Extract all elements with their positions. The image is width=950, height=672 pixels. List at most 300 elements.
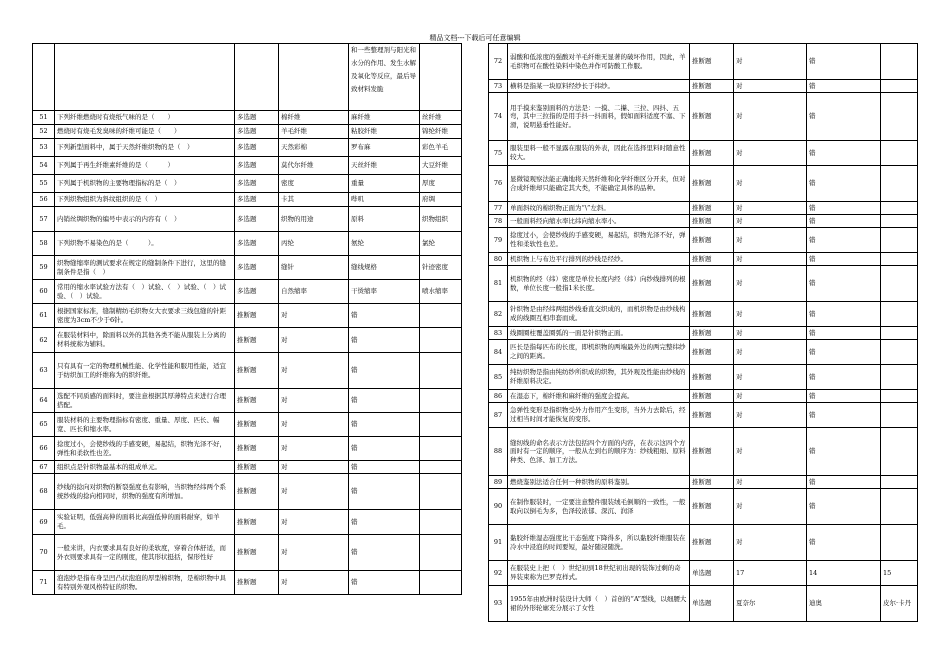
row-number: 85 — [489, 365, 508, 390]
question-text: 一般面料经向缩水率比纬向缩水率小。 — [508, 215, 690, 228]
question-type: 推断题 — [235, 304, 279, 328]
option-c — [881, 327, 918, 340]
option-b: 粘胶纤维 — [349, 125, 420, 139]
question-type — [235, 44, 279, 111]
table-row — [33, 510, 462, 535]
row-number: 63 — [33, 353, 55, 389]
option-a: 对 — [734, 215, 807, 228]
question-text: 常用的缩水率试验方法有（ ）试验、（ ）试验、（ ）试验、（ ）试验。 — [55, 280, 235, 304]
question-text: 根据国家标准，缝制精纺毛织物女大衣要求三线包缝的针距密度为3cm不少于6针。 — [55, 304, 235, 328]
question-type: 推断题 — [690, 327, 734, 340]
row-number: 88 — [489, 428, 508, 476]
table-row — [33, 44, 462, 111]
question-text: 选配不同质感的面料时，要注意根据其厚薄特点来进行合理搭配。 — [55, 389, 235, 413]
question-type: 推断题 — [235, 571, 279, 595]
question-text: 横料是指某一块原料经纱长于纬纱。 — [508, 80, 690, 93]
option-c — [420, 571, 462, 595]
question-text: 燃烧鉴别法适合任何一种织物的原料鉴别。 — [508, 476, 690, 489]
table-row — [489, 365, 918, 390]
question-text: 显微镜观察法能正确地将天然纤维和化学纤维区分开来，但对合成纤维却只能确定其大类，不能确定具体的品种。 — [508, 166, 690, 202]
table-row — [489, 80, 918, 93]
option-b: 错 — [349, 413, 420, 437]
question-type: 多选题 — [235, 125, 279, 139]
question-type: 推断题 — [690, 202, 734, 215]
table-row — [489, 202, 918, 215]
question-text: 服装材料的主要物理指标有密度、重量、厚度、匹长、幅宽、匹长和缩水率。 — [55, 413, 235, 437]
option-b: 罗布麻 — [349, 139, 420, 157]
option-b: 氨纶 — [349, 232, 420, 256]
option-b: 错 — [807, 403, 881, 428]
option-a: 自然缩率 — [279, 280, 349, 304]
question-text: 燃烧时有烧毛发臭味的纤维可能是（ ） — [55, 125, 235, 139]
row-number: 75 — [489, 141, 508, 166]
question-text: 在服装材料中，除面料以外的其他各类不能从服装上分离的材料统称为辅料。 — [55, 328, 235, 353]
question-type: 推断题 — [690, 302, 734, 327]
question-type: 推断题 — [690, 215, 734, 228]
question-type: 推断题 — [690, 489, 734, 525]
option-a: 卡其 — [279, 193, 349, 207]
option-a: 对 — [734, 428, 807, 476]
question-text: 下列新型面料中，属于天然纤维织物的是（ ） — [55, 139, 235, 157]
row-number: 78 — [489, 215, 508, 228]
row-number: 86 — [489, 390, 508, 403]
table-row — [33, 111, 462, 125]
option-a — [279, 44, 349, 111]
row-number: 89 — [489, 476, 508, 489]
row-number: 65 — [33, 413, 55, 437]
table-row — [489, 489, 918, 525]
table-row — [489, 403, 918, 428]
question-type: 推断题 — [690, 80, 734, 93]
row-number: 64 — [33, 389, 55, 413]
option-c: 织物组织 — [420, 207, 462, 232]
option-b: 错 — [349, 353, 420, 389]
row-number — [33, 44, 55, 111]
table-row — [489, 141, 918, 166]
option-a: 对 — [734, 266, 807, 302]
question-type: 单选题 — [690, 561, 734, 586]
option-a: 对 — [279, 328, 349, 353]
table-row — [33, 280, 462, 304]
question-type: 推断题 — [235, 437, 279, 461]
question-type: 推断题 — [235, 389, 279, 413]
question-type: 推断题 — [690, 476, 734, 489]
table-row — [33, 157, 462, 175]
table-row — [489, 166, 918, 202]
row-number: 87 — [489, 403, 508, 428]
row-number: 83 — [489, 327, 508, 340]
option-a: 羊毛纤维 — [279, 125, 349, 139]
table-row — [33, 175, 462, 193]
table-row — [489, 476, 918, 489]
row-number: 51 — [33, 111, 55, 125]
table-row — [33, 139, 462, 157]
question-type: 推断题 — [690, 266, 734, 302]
row-number: 84 — [489, 340, 508, 365]
question-text: 下列属于机织物的主要物理指标的是（ ） — [55, 175, 235, 193]
header-text: 精品文档---下载后可任意编辑 — [429, 34, 521, 42]
option-a: 对 — [734, 141, 807, 166]
option-c: 厚度 — [420, 175, 462, 193]
question-type: 推断题 — [690, 93, 734, 141]
question-text: 一般来讲，内衣要求具有良好的柔软度，穿着合体舒适，而外衣则要求具有一定的刚度，使其形状挺括，保形性好 — [55, 535, 235, 571]
option-c — [420, 353, 462, 389]
option-a: 天然彩棉 — [279, 139, 349, 157]
question-type: 推断题 — [690, 166, 734, 202]
option-c — [881, 489, 918, 525]
option-c — [881, 365, 918, 390]
table-row — [33, 193, 462, 207]
option-c: 府绸 — [420, 193, 462, 207]
option-b: 错 — [349, 535, 420, 571]
table-row — [489, 586, 918, 622]
table-row — [33, 353, 462, 389]
option-c — [881, 228, 918, 253]
option-b: 错 — [807, 215, 881, 228]
right-question-table — [488, 43, 918, 622]
table-row — [33, 535, 462, 571]
option-b: 错 — [807, 428, 881, 476]
option-a: 对 — [279, 353, 349, 389]
question-text: 组织点是针织物最基本的组成单元。 — [55, 461, 235, 474]
table-row — [489, 228, 918, 253]
option-c: 锦纶纤维 — [420, 125, 462, 139]
option-a: 对 — [279, 510, 349, 535]
option-b: 原料 — [349, 207, 420, 232]
option-c — [420, 474, 462, 510]
table-row — [33, 328, 462, 353]
question-type: 推断题 — [235, 461, 279, 474]
table-row — [489, 561, 918, 586]
option-b: 错 — [807, 489, 881, 525]
question-type: 多选题 — [235, 139, 279, 157]
table-row — [33, 413, 462, 437]
table-row — [489, 302, 918, 327]
option-b: 错 — [807, 166, 881, 202]
table-row — [33, 125, 462, 139]
question-text: 下列属于再生纤维素纤维的是（ ） — [55, 157, 235, 175]
option-b: 错 — [807, 253, 881, 266]
option-b: 干烫缩率 — [349, 280, 420, 304]
option-a: 对 — [279, 413, 349, 437]
option-b: 天丝纤维 — [349, 157, 420, 175]
option-c: 皮尔·卡丹 — [881, 586, 918, 622]
question-text: 单面斜纹的棉织物正面为“\”左斜。 — [508, 202, 690, 215]
table-row — [489, 215, 918, 228]
row-number: 93 — [489, 586, 508, 622]
row-number: 80 — [489, 253, 508, 266]
option-c — [420, 461, 462, 474]
option-c — [420, 328, 462, 353]
page-header — [0, 34, 950, 43]
question-text: 实验证明，低强高伸的面料比高强低伸的面料耐穿，如羊毛。 — [55, 510, 235, 535]
option-b: 错 — [349, 304, 420, 328]
row-number: 71 — [33, 571, 55, 595]
table-row — [33, 437, 462, 461]
question-type: 推断题 — [690, 390, 734, 403]
option-a: 对 — [734, 525, 807, 561]
question-type: 多选题 — [235, 111, 279, 125]
option-c — [420, 535, 462, 571]
option-c — [420, 389, 462, 413]
question-text: 缝纫线的命名表示方法包括四个方面的内容，在表示这四个方面时有一定的顺序，一般从左到右的顺序为：纱线粗细、原料种类、色泽、加工方法。 — [508, 428, 690, 476]
table-row — [489, 44, 918, 80]
row-number: 77 — [489, 202, 508, 215]
question-text: 黏胶纤维湿态强度比干态强度下降得多，所以黏胶纤维服装在冷水中浸泡的时间要短，最好随浸随洗。 — [508, 525, 690, 561]
question-type: 多选题 — [235, 175, 279, 193]
option-b: 错 — [349, 474, 420, 510]
table-row — [33, 304, 462, 328]
option-c — [420, 413, 462, 437]
option-c: 喷水缩率 — [420, 280, 462, 304]
option-b: 错 — [807, 302, 881, 327]
option-b: 麻纤维 — [349, 111, 420, 125]
row-number: 67 — [33, 461, 55, 474]
row-number: 59 — [33, 256, 55, 280]
question-text: 弱酸和低浓度的强酸对羊毛纤维无显著的破坏作用，因此，羊毛织物可在酸性染料中染色并作可防酸工作服。 — [508, 44, 690, 80]
option-b: 缝线规格 — [349, 256, 420, 280]
question-text: 下列织物组织为斜纹组织的是（ ） — [55, 193, 235, 207]
option-a: 对 — [734, 228, 807, 253]
option-a: 对 — [734, 80, 807, 93]
question-text: 匹长是指每匹布的长度，即机织物的两端最外边的两完整纬纱之间的距离。 — [508, 340, 690, 365]
question-type: 推断题 — [235, 535, 279, 571]
question-text: 下列纤维燃烧时有烧纸气味的是（ ） — [55, 111, 235, 125]
option-a: 对 — [734, 476, 807, 489]
option-b: 14 — [807, 561, 881, 586]
row-number: 81 — [489, 266, 508, 302]
table-row — [33, 256, 462, 280]
question-type: 单选题 — [690, 586, 734, 622]
question-text: 内销丝绸织物的编号中表示的内容有（ ） — [55, 207, 235, 232]
option-c: 大豆纤维 — [420, 157, 462, 175]
question-text: 在服装史上把（ ）世纪初到18世纪初出现的装饰过剩的奇异装束称为巴罗克样式。 — [508, 561, 690, 586]
question-type: 多选题 — [235, 256, 279, 280]
option-c — [881, 44, 918, 80]
option-b: 错 — [807, 476, 881, 489]
option-c — [881, 476, 918, 489]
option-a: 对 — [279, 474, 349, 510]
option-c — [881, 141, 918, 166]
row-number: 91 — [489, 525, 508, 561]
row-number: 57 — [33, 207, 55, 232]
option-b: 错 — [807, 141, 881, 166]
row-number: 66 — [33, 437, 55, 461]
question-type: 多选题 — [235, 232, 279, 256]
row-number: 72 — [489, 44, 508, 80]
question-text: 针织物是由经纬两组纱线垂直交织成的，而机织物是由纱线构成的线圈互相串套而成。 — [508, 302, 690, 327]
question-text: 机织物的经（纬）密度是单位长度内经（纬）向纱线排列的根数，单位长度一般指1米长度。 — [508, 266, 690, 302]
row-number: 90 — [489, 489, 508, 525]
option-b: 错 — [807, 44, 881, 80]
option-c: 针迹密度 — [420, 256, 462, 280]
option-c — [420, 510, 462, 535]
option-a: 对 — [279, 535, 349, 571]
option-a: 17 — [734, 561, 807, 586]
option-b: 迪奥 — [807, 586, 881, 622]
option-b: 错 — [807, 266, 881, 302]
option-c — [881, 428, 918, 476]
option-a: 对 — [279, 389, 349, 413]
row-number: 54 — [33, 157, 55, 175]
option-a: 对 — [734, 390, 807, 403]
option-c: 氯纶 — [420, 232, 462, 256]
option-a: 对 — [734, 253, 807, 266]
question-type: 推断题 — [690, 428, 734, 476]
question-text: 下列织物不易染色的是（ ）。 — [55, 232, 235, 256]
table-row — [33, 571, 462, 595]
question-type: 推断题 — [690, 340, 734, 365]
option-c — [881, 266, 918, 302]
option-b: 和一些整理剂与阳光和水分的作用、发生水解及氧化等反应，最后导致材料发脆 — [349, 44, 420, 111]
row-number: 53 — [33, 139, 55, 157]
row-number: 73 — [489, 80, 508, 93]
row-number: 62 — [33, 328, 55, 353]
table-row — [489, 327, 918, 340]
option-c — [881, 202, 918, 215]
option-c — [881, 80, 918, 93]
question-type: 推断题 — [690, 228, 734, 253]
table-row — [33, 232, 462, 256]
option-c — [881, 93, 918, 141]
question-text: 在湿态下，棉纤维和麻纤维的强度会提高。 — [508, 390, 690, 403]
row-number: 61 — [33, 304, 55, 328]
row-number: 56 — [33, 193, 55, 207]
option-a: 织物的用途 — [279, 207, 349, 232]
question-text: 1955年由欧洲时装设计大师（ ）首创的“A”型线，以细腰大裙的外形轮廓充分展示了女性 — [508, 586, 690, 622]
option-a: 丙纶 — [279, 232, 349, 256]
option-a: 对 — [734, 166, 807, 202]
option-b: 错 — [807, 525, 881, 561]
option-c — [881, 340, 918, 365]
option-a: 对 — [279, 461, 349, 474]
question-text — [55, 44, 235, 111]
option-a: 对 — [734, 327, 807, 340]
question-type: 多选题 — [235, 280, 279, 304]
option-c: 丝纤维 — [420, 111, 462, 125]
option-c — [881, 525, 918, 561]
option-b: 哔叽 — [349, 193, 420, 207]
option-b: 重量 — [349, 175, 420, 193]
left-question-table — [32, 43, 462, 595]
option-c — [420, 304, 462, 328]
option-c — [881, 253, 918, 266]
option-b: 错 — [349, 571, 420, 595]
option-b: 错 — [807, 390, 881, 403]
option-b: 错 — [349, 437, 420, 461]
option-a: 对 — [279, 437, 349, 461]
row-number: 74 — [489, 93, 508, 141]
option-c — [881, 166, 918, 202]
option-a: 对 — [734, 340, 807, 365]
question-type: 推断题 — [235, 474, 279, 510]
option-a: 对 — [734, 365, 807, 390]
question-type: 推断题 — [690, 44, 734, 80]
option-b: 错 — [807, 93, 881, 141]
table-row — [489, 253, 918, 266]
question-text: 急弹性变形是指织物受外力作用产生变形，当外力去除后，经过相当时间才能恢复的变形。 — [508, 403, 690, 428]
row-number: 69 — [33, 510, 55, 535]
question-type: 推断题 — [235, 413, 279, 437]
option-a: 对 — [734, 44, 807, 80]
table-row — [489, 428, 918, 476]
question-type: 推断题 — [690, 525, 734, 561]
question-text: 只有具有一定的物理机械性能、化学性能和服用性能，适宜于纺织加工的纤维称为的织纤维。 — [55, 353, 235, 389]
question-type: 多选题 — [235, 207, 279, 232]
question-type: 推断题 — [690, 141, 734, 166]
row-number: 60 — [33, 280, 55, 304]
row-number: 70 — [33, 535, 55, 571]
option-c — [881, 302, 918, 327]
question-type: 多选题 — [235, 193, 279, 207]
option-c — [881, 403, 918, 428]
question-type: 推断题 — [690, 253, 734, 266]
question-text: 线圈圈柱覆盖圈弧的一面是针织物正面。 — [508, 327, 690, 340]
question-text: 机织物上与布边平行排列的纱线是经纱。 — [508, 253, 690, 266]
option-a: 对 — [734, 202, 807, 215]
question-type: 多选题 — [235, 157, 279, 175]
row-number: 92 — [489, 561, 508, 586]
option-a: 密度 — [279, 175, 349, 193]
question-type: 推断题 — [690, 365, 734, 390]
option-a: 莫代尔纤维 — [279, 157, 349, 175]
question-text: 捻度过小，会使纱线的手感变硬，易起结，织物光泽不好，弹性和柔软性也差。 — [508, 228, 690, 253]
question-type: 推断题 — [235, 328, 279, 353]
question-text: 捻度过小，会使纱线的手感变硬，易起结，织物光泽不好，弹性和柔软性也差。 — [55, 437, 235, 461]
row-number: 82 — [489, 302, 508, 327]
option-c — [881, 215, 918, 228]
question-text: 泡泡纱是指布身呈凹凸状泡泡的厚型棉织物，是棉织物中具有特别外观风格特征的织物。 — [55, 571, 235, 595]
table-row — [33, 389, 462, 413]
question-text: 服装里料一般不显露在服装的外表，因此在选择里料时随意性较大。 — [508, 141, 690, 166]
option-b: 错 — [807, 365, 881, 390]
table-row — [489, 390, 918, 403]
option-a: 对 — [734, 403, 807, 428]
question-text: 纯纺织物是指由纯纺纱所织成的织物，其外观及性能由纱线的纤维原料决定。 — [508, 365, 690, 390]
option-a: 对 — [279, 304, 349, 328]
question-type: 推断题 — [235, 510, 279, 535]
option-b: 错 — [807, 202, 881, 215]
row-number: 58 — [33, 232, 55, 256]
option-a: 对 — [279, 571, 349, 595]
option-c: 彩色羊毛 — [420, 139, 462, 157]
row-number: 79 — [489, 228, 508, 253]
option-b: 错 — [807, 228, 881, 253]
question-type: 推断题 — [235, 353, 279, 389]
table-row — [33, 207, 462, 232]
option-b: 错 — [807, 340, 881, 365]
option-a: 对 — [734, 489, 807, 525]
option-a: 对 — [734, 93, 807, 141]
question-text: 纱线的捻向对织物的断裂强度也有影响，当织物经纬两个系统纱线的捻向相同时，织物的强度有所增加。 — [55, 474, 235, 510]
option-b: 错 — [349, 389, 420, 413]
table-row — [489, 525, 918, 561]
option-c: 15 — [881, 561, 918, 586]
row-number: 55 — [33, 175, 55, 193]
option-a: 对 — [734, 302, 807, 327]
option-b: 错 — [807, 80, 881, 93]
option-c — [420, 437, 462, 461]
table-row — [489, 266, 918, 302]
option-a: 棉纤维 — [279, 111, 349, 125]
question-text: 用手摸来鉴别面料的方法是：一摸、二攥、三拉、四抖、五弯，其中三拉指的是用手抖一抖面料，假如面料适度不塞、下滑，说明悬垂性能好。 — [508, 93, 690, 141]
question-text: 在制作服装时，一定要注意整件服装绒毛倒顺的一致性，一般取向以倒毛为多，色泽较浓郁、深沉、润泽 — [508, 489, 690, 525]
option-b: 错 — [349, 328, 420, 353]
table-row — [33, 461, 462, 474]
option-b: 错 — [349, 510, 420, 535]
question-type: 推断题 — [690, 403, 734, 428]
option-a: 缝针 — [279, 256, 349, 280]
